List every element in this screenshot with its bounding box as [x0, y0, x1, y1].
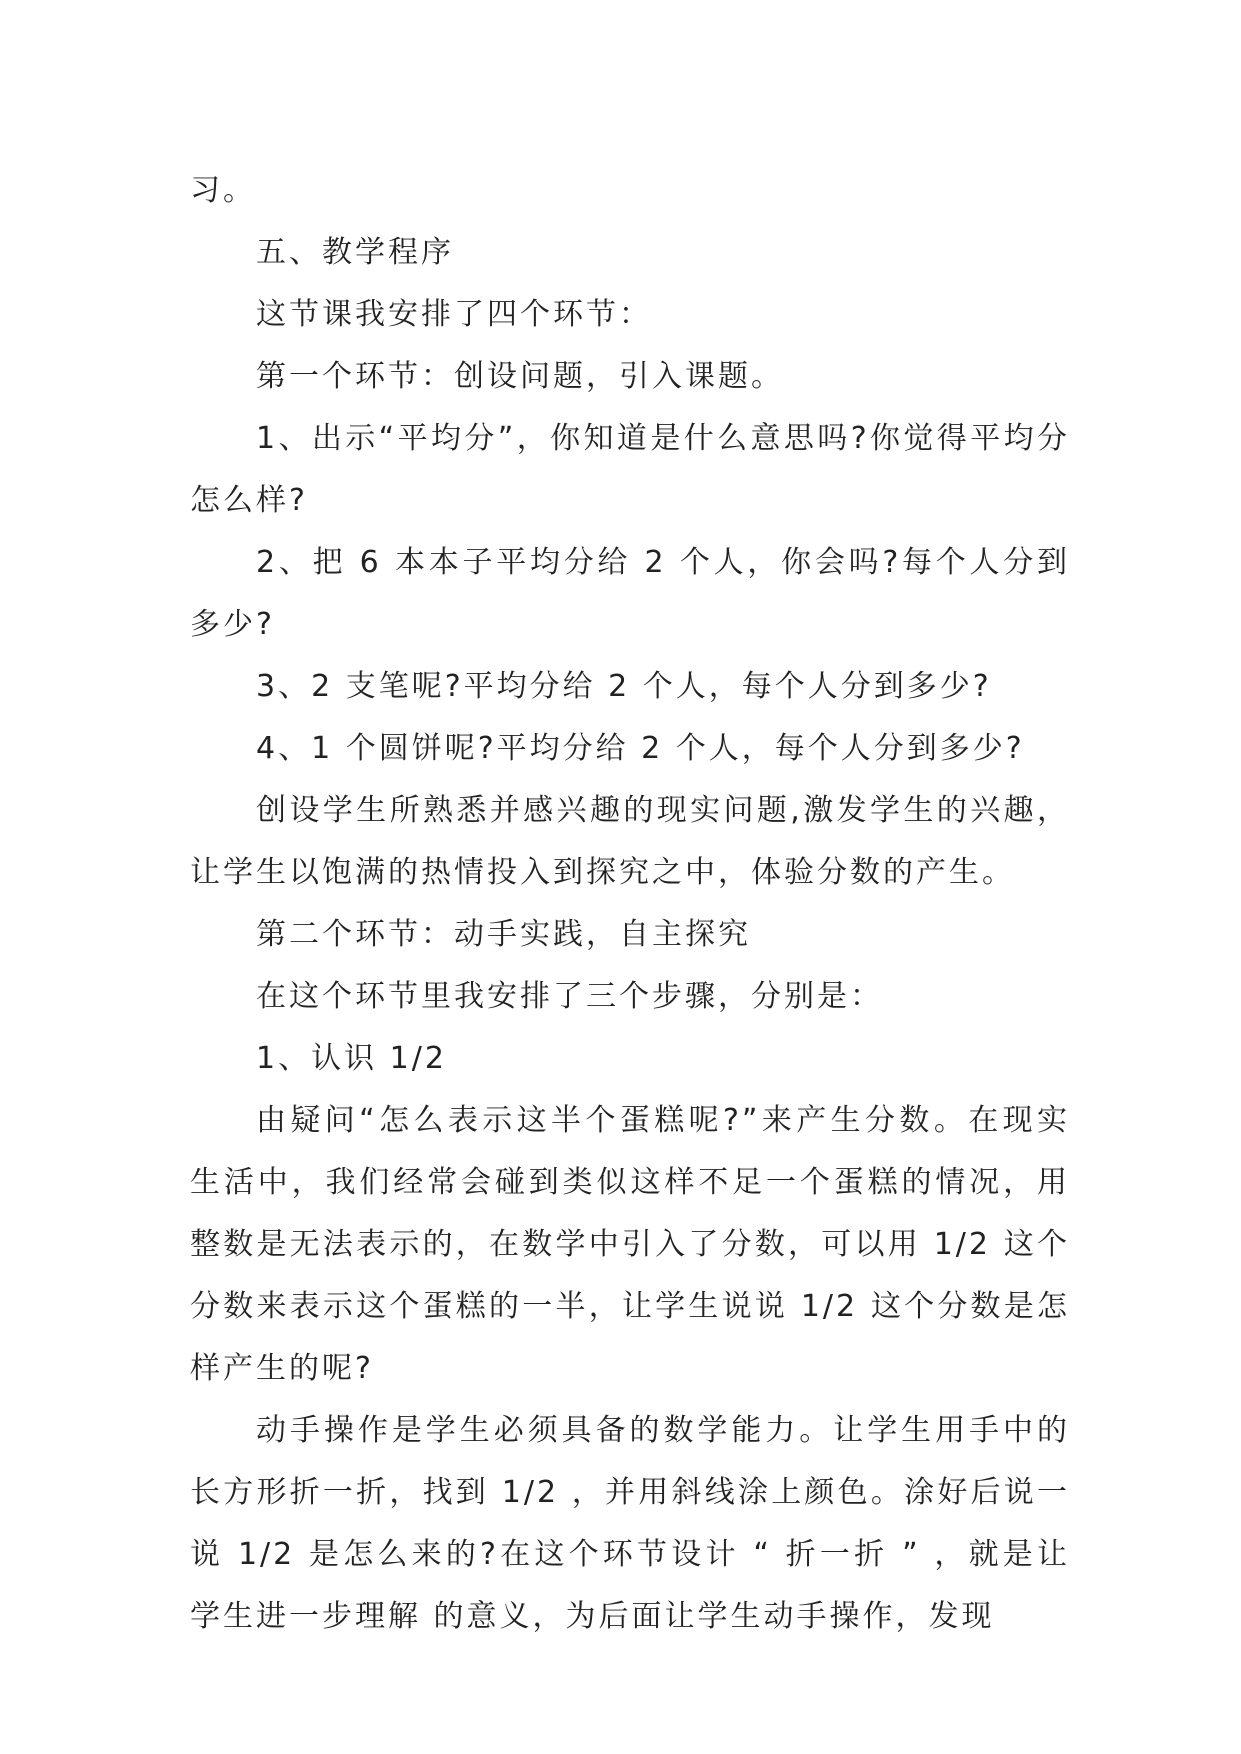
paragraph: 这节课我安排了四个环节： — [256, 297, 652, 332]
list-item: 1、认识 1/2 — [256, 1041, 447, 1076]
section-heading: 五、教学程序 — [256, 235, 454, 270]
body-text — [190, 160, 1070, 1648]
list-item: 1、出示“平均分”，你知道是什么意思吗?你觉得平均分怎么样? — [190, 421, 1070, 518]
list-item: 4、1 个圆饼呢?平均分给 2 个人，每个人分到多少? — [256, 731, 1025, 766]
step-heading: 第二个环节：动手实践，自主探究 — [256, 917, 751, 952]
step-heading: 第一个环节：创设问题，引入课题。 — [256, 359, 784, 394]
paragraph: 创设学生所熟悉并感兴趣的现实问题,激发学生的兴趣，让学生以饱满的热情投入到探究之中，体验分数的产生。 — [190, 793, 1070, 890]
paragraph: 由疑问“怎么表示这半个蛋糕呢?”来产生分数。在现实生活中，我们经常会碰到类似这样不足一个蛋糕的情况，用整数是无法表示的，在数学中引入了分数，可以用 1/2 这个分数来表示这个蛋糕的一半，让学生说说 1/2 这个分数是怎样产生的呢? — [190, 1103, 1070, 1386]
paragraph: 在这个环节里我安排了三个步骤，分别是： — [256, 979, 883, 1014]
paragraph: 动手操作是学生必须具备的数学能力。让学生用手中的长方形折一折，找到 1/2 ，并用斜线涂上颜色。涂好后说一说 1/2 是怎么来的?在这个环节设计 “ 折一折 ” ，就是让学生进一步理解 的意义，为后面让学生动手操作，发现 — [190, 1413, 1070, 1634]
paragraph: 习。 — [190, 173, 256, 208]
list-item: 3、2 支笔呢?平均分给 2 个人，每个人分到多少? — [256, 669, 992, 704]
list-item: 2、把 6 本本子平均分给 2 个人，你会吗?每个人分到多少? — [190, 545, 1070, 642]
